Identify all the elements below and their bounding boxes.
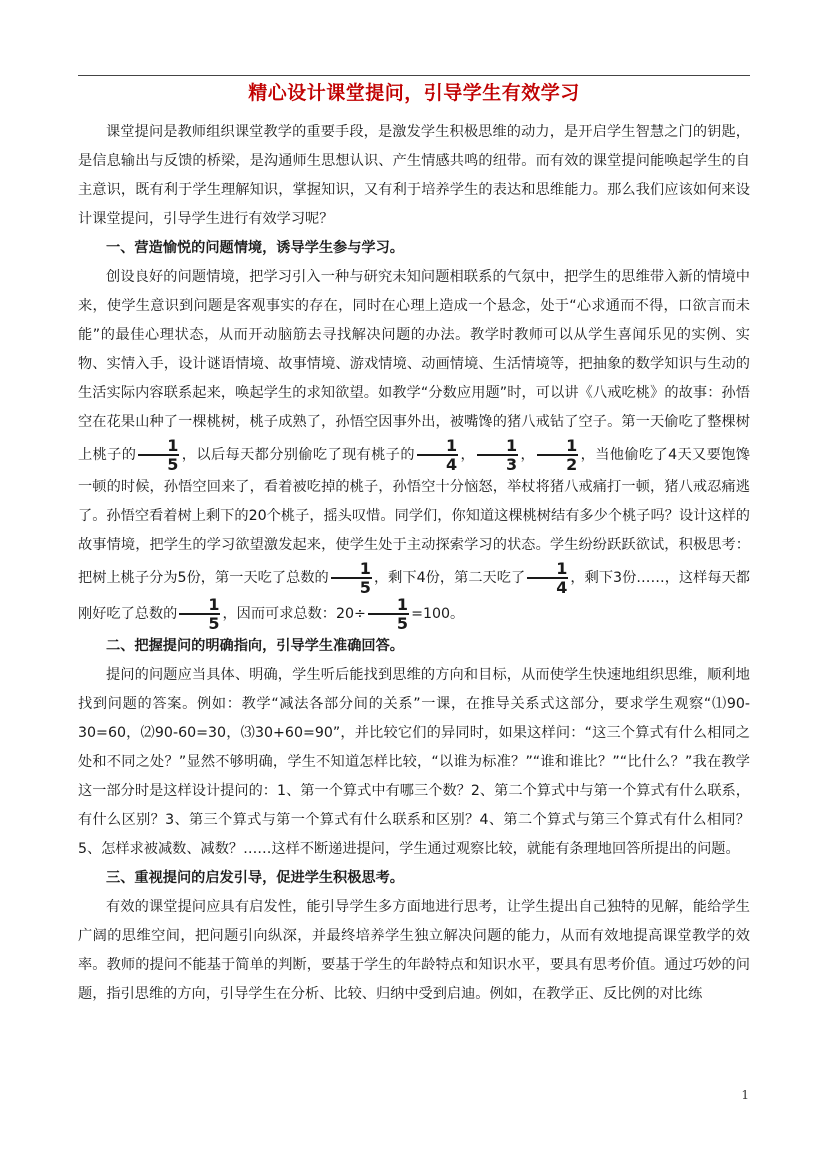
intro-paragraph: 课堂提问是教师组织课堂教学的重要手段，是激发学生积极思维的动力，是开启学生智慧之门的钥匙，是信息输出与反馈的桥梁，是沟通师生思想认识、产生情感共鸣的纽带。而有效的课堂提问能唤起学生的自主意识，既有利于学生理解知识，掌握知识，又有利于培养学生的表达和思维能力。那么我们应该如何来设计课堂提问，引导学生进行有效学习呢？ [78, 124, 750, 227]
section-1-text: ，当他偷吃了4天又要饱馋一顿的时候，孙悟空回来了，看着被吃掉的桃子，孙悟空十分恼怒，举杖将猪八戒痛打一顿，猪八戒忍痛逃了。孙悟空看着树上剩下的20个桃子，摇头叹惜。同学们，你知道这棵桃树结有多少个桃子吗？设计这样的故事情境，把学生的学习欲望激发起来，使学生处于主动探索学习的状态。学生纷纷跃跃欲试，积极思考：把树上桃子分为5份，第一天吃了总数的 [78, 447, 750, 586]
fraction-one-half: $\frac{1}{2}$ [537, 437, 578, 473]
section-1-text: ，以后每天都分别偷吃了现有桃子的 [181, 447, 415, 463]
section-2-paragraph: 提问的问题应当具体、明确，学生听后能找到思维的方向和目标，从而使学生快速地组织思维，顺利地找到问题的答案。例如：教学“减法各部分间的关系”一课，在推导关系式这部分，要求学生观察“⑴90-30=60，⑵90-60=30，⑶30+60=90”，并比较它们的异同时，如果这样问：“这三个算式有什么相同之处和不同之处？”显然不够明确，学生不知道怎样比较，“以谁为标准？”“谁和谁比？”“比什么？”我在教学这一部分时是这样设计提问的：1、第一个算式中有哪三个数？2、第二个算式中与第一个算式有什么联系，有什么区别？3、第三个算式与第一个算式有什么联系和区别？4、第二个算式与第三个算式有什么相同？5、怎样求被减数、减数？……这样不断递进提问，学生通过观察比较，就能有条理地回答所提出的问题。 [78, 667, 750, 857]
section-1-text: =100。 [411, 606, 465, 622]
section-1-text: ， [460, 447, 476, 463]
section-1-text: ， [520, 447, 536, 463]
fraction-one-fifth: $\frac{1}{5}$ [331, 560, 372, 596]
fraction-one-third: $\frac{1}{3}$ [477, 437, 518, 473]
header-rule [78, 75, 750, 76]
section-1-heading: 一、营造愉悦的问题情境，诱导学生参与学习。 [106, 240, 404, 256]
fraction-one-fifth: $\frac{1}{5}$ [368, 596, 409, 632]
document-body [78, 118, 750, 1009]
page-number: 1 [741, 1088, 749, 1102]
section-1-text: ，因而可求总数：20÷ [222, 606, 366, 622]
section-3-paragraph: 有效的课堂提问应具有启发性，能引导学生多方面地进行思考，让学生提出自己独特的见解，能给学生广阔的思维空间，把问题引向纵深，并最终培养学生独立解决问题的能力，从而有效地提高课堂教学的效率。教师的提问不能基于简单的判断，要基于学生的年龄特点和知识水平，要具有思考价值。通过巧妙的问题，指引思维的方向，引导学生在分析、比较、归纳中受到启迪。例如，在教学正、反比例的对比练 [78, 899, 750, 1002]
section-1-text: ，剩下3份……，这样每天都刚好吃了总数的 [78, 570, 750, 622]
section-1-text: ，剩下4份，第二天吃了 [373, 570, 526, 586]
fraction-one-fourth: $\frac{1}{4}$ [527, 560, 568, 596]
section-3-heading: 三、重视提问的启发引导，促进学生积极思考。 [106, 870, 404, 886]
fraction-one-fourth: $\frac{1}{4}$ [417, 437, 458, 473]
section-1-paragraph [78, 263, 750, 632]
fraction-one-fifth: $\frac{1}{5}$ [138, 437, 179, 473]
section-1-text: 创设良好的问题情境，把学习引入一种与研究未知问题相联系的气氛中，把学生的思维带入新的情境中来，使学生意识到问题是客观事实的存在，同时在心理上造成一个悬念，处于“心求通而不得，口欲言而未能”的最佳心理状态，从而开动脑筋去寻找解决问题的办法。教学时教师可以从学生喜闻乐见的实例、实物、实情入手，设计谜语情境、故事情境、游戏情境、动画情境、生活情境等，把抽象的数学知识与生动的生活实际内容联系起来，唤起学生的求知欲望。如教学“分数应用题”时，可以讲《八戒吃桃》的故事：孙悟空在花果山种了一棵桃树，桃子成熟了，孙悟空因事外出，被嘴馋的猪八戒钻了空子。第一天偷吃了整棵树上桃子的 [78, 269, 750, 463]
document-title: 精心设计课堂提问，引导学生有效学习 [248, 82, 580, 104]
section-2-heading: 二、把握提问的明确指向，引导学生准确回答。 [106, 638, 404, 654]
fraction-one-fifth: $\frac{1}{5}$ [179, 596, 220, 632]
